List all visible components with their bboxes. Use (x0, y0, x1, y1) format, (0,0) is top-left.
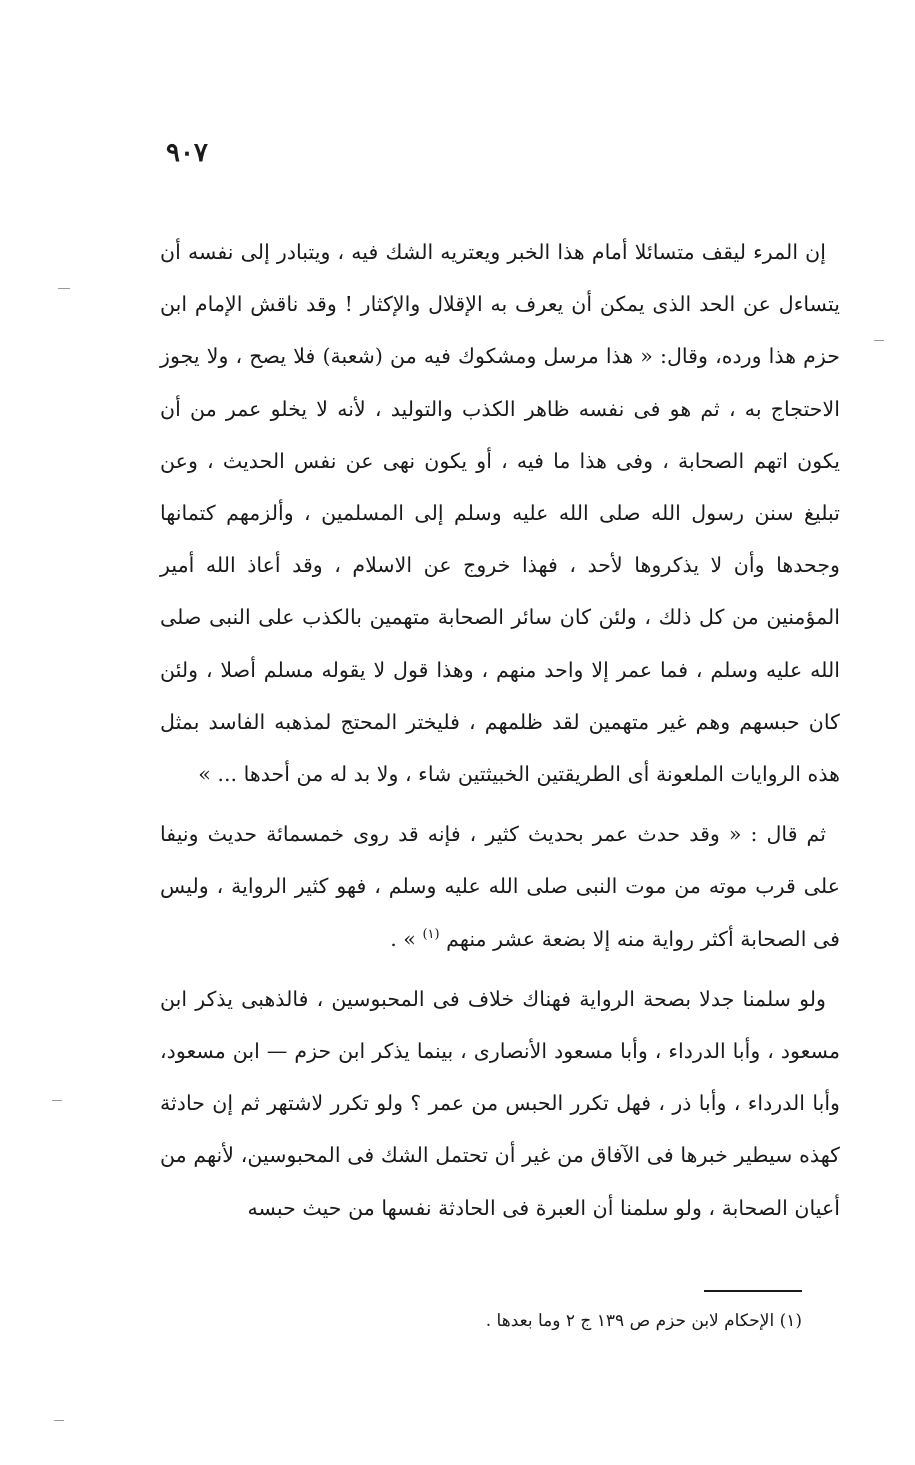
paragraph-2-tail: » . (390, 926, 423, 951)
paragraph-1 (160, 226, 840, 800)
page-number: ٩٠٧ (166, 138, 208, 168)
margin-mark (54, 1420, 64, 1421)
footnote-reference[interactable]: (١) (422, 926, 440, 942)
body-text (160, 226, 840, 1234)
paragraph-2 (160, 808, 840, 965)
paragraph-2-text: ثم قال : « وقد حدث عمر بحديث كثير ، فإنه قد روى خمسمائة حديث ونيفا على قرب موته من موت النبى صلى الله عليه وسلم ، فهو كثير الرواية ، وليس فى الصحابة أكثر رواية منه إلا بضعة عشر منهم (160, 822, 840, 951)
footnote-divider (704, 1290, 802, 1292)
footnote: (١) الإحكام لابن حزم ص ١٣٩ ج ٢ وما بعدها . (485, 1311, 802, 1331)
paragraph-1-text: إن المرء ليقف متسائلا أمام هذا الخبر ويعتريه الشك فيه ، ويتبادر إلى نفسه أن يتساءل عن الحد الذى يمكن أن يعرف به الإقلال والإكثار ! وقد ناقش الإمام ابن حزم هذا ورده، وقال: « هذا مرسل ومشكوك فيه من (شعبة) فلا يصح ، ولا يجوز الاحتجاج به ، ثم هو فى نفسه ظاهر الكذب والتوليد ، لأنه لا يخلو عمر من أن يكون اتهم الصحابة ، وفى هذا ما فيه ، أو يكون نهى عن نفس الحديث ، وعن تبليغ سنن رسول الله صلى الله عليه وسلم إلى المسلمين ، وألزمهم كتمانها وجحدها وأن لا يذكروها لأحد ، فهذا خروج عن الاسلام ، وقد أعاذ الله أمير المؤمنين من كل ذلك ، ولئن كان سائر الصحابة متهمين بالكذب على النبى صلى الله عليه وسلم ، فما عمر إلا واحد منهم ، وهذا قول لا يقوله مسلم أصلا ، ولئن كان حبسهم وهم غير متهمين لقد ظلمهم ، فليختر المحتج لمذهبه الفاسد بمثل هذه الروايات الملعونة أى الطريقتين الخبيثتين شاء ، ولا بد له من أحدها ... » (160, 240, 840, 787)
margin-mark (58, 288, 70, 289)
margin-mark (874, 340, 884, 341)
margin-mark (52, 1100, 62, 1101)
paragraph-3 (160, 973, 840, 1234)
paragraph-3-text: ولو سلمنا جدلا بصحة الرواية فهناك خلاف فى المحبوسين ، فالذهبى يذكر ابن مسعود ، وأبا الدرداء ، وأبا مسعود الأنصارى ، بينما يذكر ابن حزم — ابن مسعود، وأبا الدرداء ، وأبا ذر ، فهل تكرر الحبس من عمر ؟ ولو تكرر لاشتهر ثم إن حادثة كهذه سيطير خبرها فى الآفاق من غير أن تحتمل الشك فى المحبوسين، لأنهم من أعيان الصحابة ، ولو سلمنا أن العبرة فى الحادثة نفسها من حيث حبسه (160, 986, 840, 1220)
